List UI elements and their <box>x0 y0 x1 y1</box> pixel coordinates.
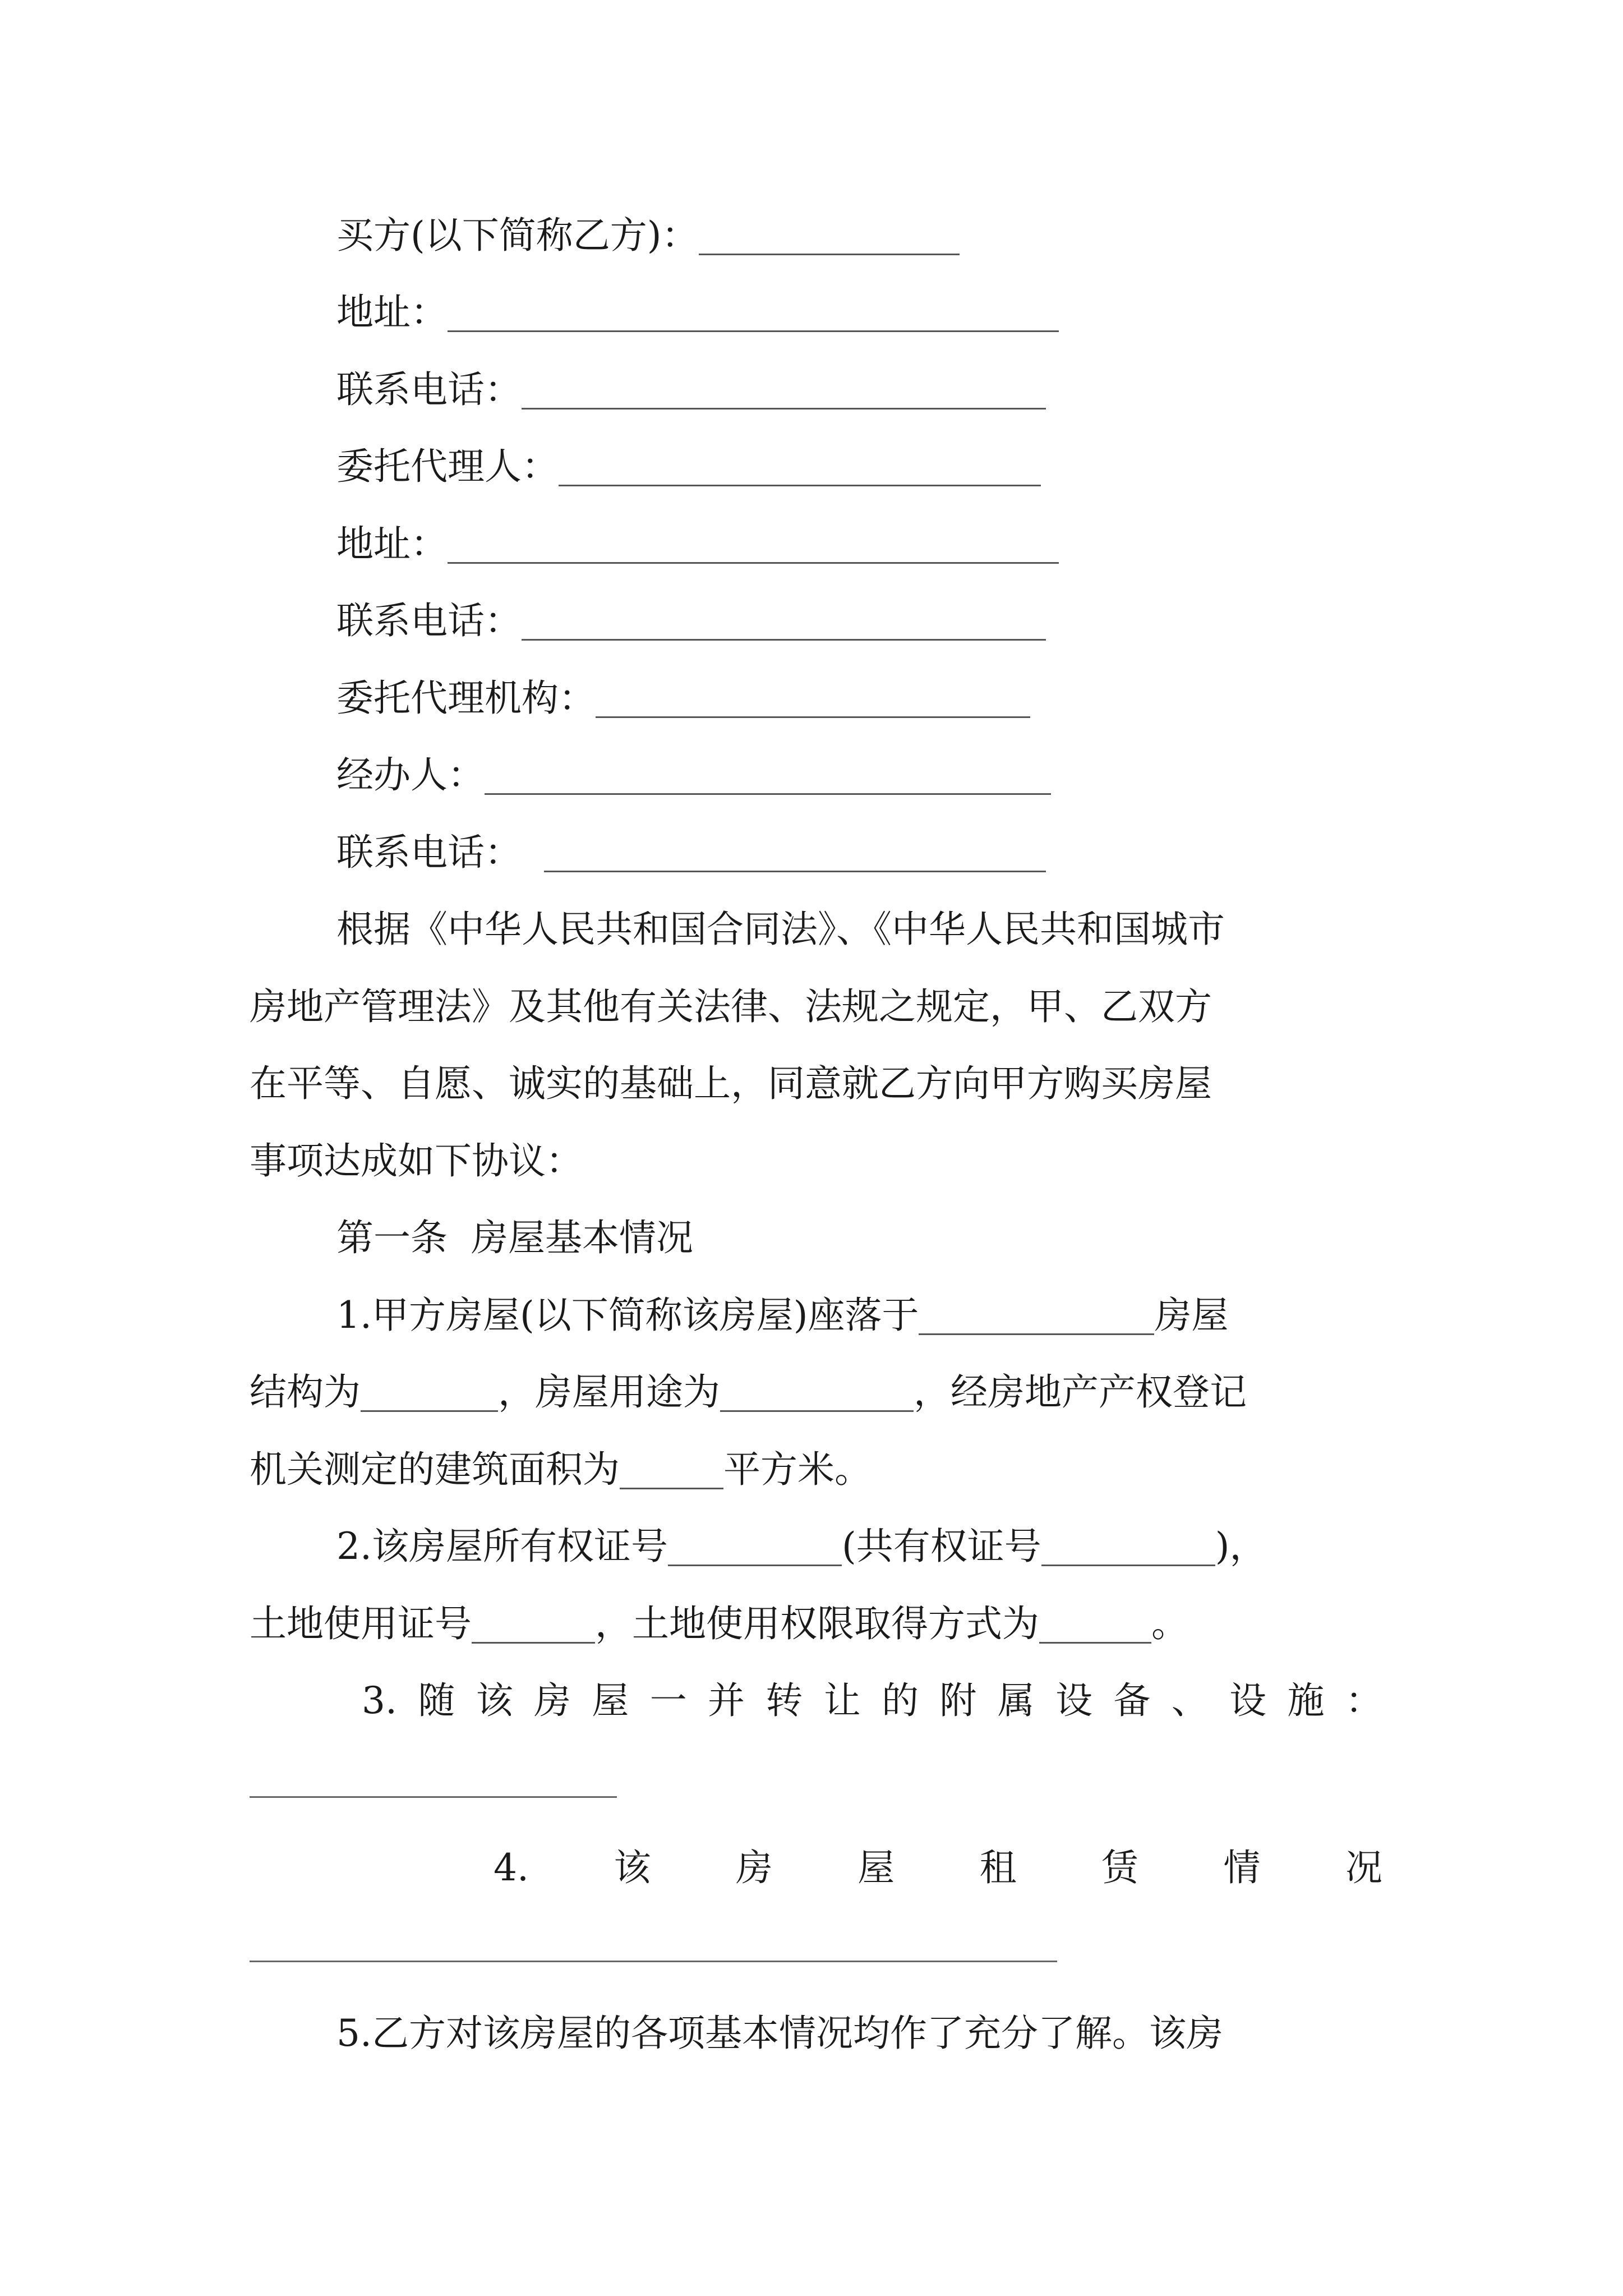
usage-blank[interactable] <box>720 1377 914 1412</box>
location-blank[interactable] <box>919 1300 1154 1335</box>
handler-blank[interactable] <box>485 760 1051 795</box>
lease-blank[interactable] <box>250 1961 1057 1962</box>
item-1-line-3: 机关测定的建筑面积为 平方米。 <box>250 1448 872 1491</box>
phone-blank[interactable] <box>522 374 1046 409</box>
item-2-line-2: 土地使用证号 ，土地使用权限取得方式为 。 <box>250 1602 1188 1645</box>
agent-phone-field-row <box>336 596 1046 646</box>
intro-line-2: 房地产管理法》及其他有关法律、法规之规定，甲、乙双方 <box>250 985 1212 1028</box>
agent-label: 委托代理人： <box>336 445 559 488</box>
intro-line-4: 事项达成如下协议： <box>250 1139 583 1182</box>
address-blank[interactable] <box>448 297 1059 332</box>
address-label: 地址： <box>336 291 448 334</box>
facilities-blank[interactable] <box>250 1796 617 1798</box>
land-method-blank[interactable] <box>1039 1608 1151 1644</box>
buyer-blank[interactable] <box>699 220 960 255</box>
agent-address-field-row <box>336 519 1059 569</box>
area-blank[interactable] <box>620 1454 723 1489</box>
item-4-line: 4. 该 房 屋 租 赁 情 况 <box>494 1846 1382 1889</box>
intro-line-3: 在平等、自愿、诚实的基础上，同意就乙方向甲方购买房屋 <box>250 1062 1212 1105</box>
handler-phone-label: 联系电话： <box>336 831 522 874</box>
agency-field-row <box>336 673 1030 724</box>
phone-field-row <box>336 365 1046 415</box>
agency-blank[interactable] <box>596 683 1030 718</box>
agent-address-blank[interactable] <box>448 528 1059 564</box>
handler-phone-blank[interactable] <box>544 837 1046 872</box>
handler-phone-field-row <box>336 827 1046 878</box>
structure-blank[interactable] <box>361 1377 498 1412</box>
joint-cert-blank[interactable] <box>1041 1531 1215 1566</box>
agent-address-label: 地址： <box>336 522 448 565</box>
land-cert-blank[interactable] <box>472 1608 595 1644</box>
phone-label: 联系电话： <box>336 368 522 411</box>
item-1-line-1: 1.甲方房屋(以下简称该房屋)座落于 房屋 <box>336 1294 1229 1337</box>
handler-label: 经办人： <box>336 753 485 797</box>
buyer-field-row <box>336 210 960 261</box>
article-1-title: 第一条 房屋基本情况 <box>336 1216 693 1259</box>
item-5-line: 5.乙方对该房屋的各项基本情况均作了充分了解。该房 <box>336 2012 1223 2055</box>
intro-line-1: 根据《中华人民共和国合同法》、《中华人民共和国城市 <box>336 908 1225 951</box>
address-field-row <box>336 287 1059 338</box>
item-1-line-2: 结构为 ，房屋用途为 ，经房地产产权登记 <box>250 1370 1247 1414</box>
agent-phone-label: 联系电话： <box>336 599 522 642</box>
item-2-line-1: 2.该房屋所有权证号 (共有权证号 )， <box>336 1525 1267 1568</box>
agency-label: 委托代理机构： <box>336 677 596 720</box>
agent-field-row <box>336 441 1041 492</box>
agent-blank[interactable] <box>559 451 1041 486</box>
handler-field-row <box>336 750 1051 800</box>
agent-phone-blank[interactable] <box>522 605 1046 641</box>
buyer-label: 买方(以下简称乙方)： <box>336 214 699 257</box>
ownership-cert-blank[interactable] <box>668 1531 842 1566</box>
item-3-line: 3. 随 该 房 屋 一 并 转 让 的 附 属 设 备 、 设 施 ： <box>362 1679 1382 1722</box>
